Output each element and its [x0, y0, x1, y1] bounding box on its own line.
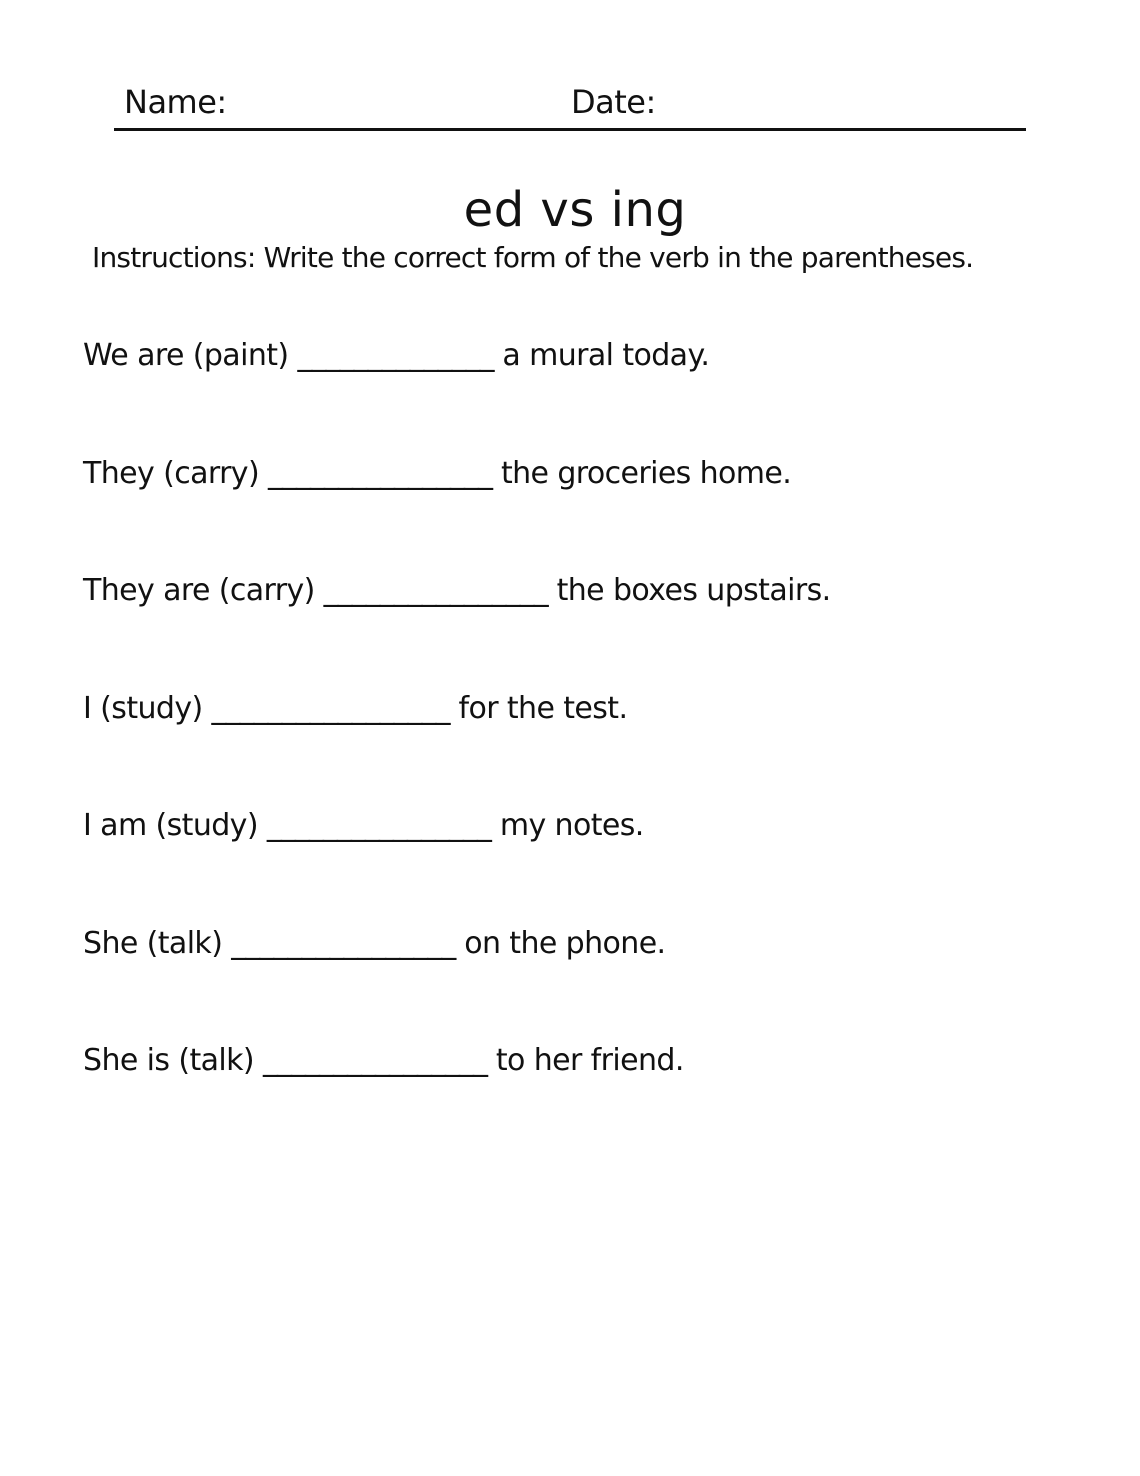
- answer-blank: ________________: [268, 455, 493, 491]
- question-4: [83, 689, 831, 807]
- answer-blank: _________________: [211, 690, 450, 726]
- question-ending: on the phone.: [464, 925, 666, 961]
- date-label: Date:: [571, 83, 656, 121]
- question-prompt: She is (talk): [83, 1043, 255, 1078]
- question-prompt: I am (study): [83, 808, 258, 843]
- question-prompt: I (study): [83, 690, 203, 726]
- worksheet-title: ed vs ing: [463, 182, 687, 239]
- answer-blank: ________________: [323, 573, 548, 608]
- question-1: [83, 336, 831, 454]
- question-prompt: They are (carry): [83, 573, 315, 608]
- name-label: Name:: [124, 83, 227, 121]
- question-5: [83, 806, 831, 924]
- question-ending: the groceries home.: [500, 455, 792, 491]
- answer-blank: ________________: [266, 808, 491, 843]
- question-prompt: They (carry): [83, 455, 260, 491]
- answer-blank: ________________: [262, 1043, 487, 1078]
- question-list: [83, 336, 831, 1159]
- question-prompt: She (talk): [83, 925, 223, 961]
- answer-blank: ________________: [231, 925, 456, 961]
- question-prompt: We are (paint): [83, 338, 289, 373]
- question-ending: the boxes upstairs.: [556, 573, 831, 608]
- question-6: [83, 924, 831, 1042]
- question-ending: for the test.: [458, 690, 628, 726]
- instructions-text: Instructions: Write the correct form of the verb in the parentheses.: [92, 241, 974, 274]
- answer-blank: ______________: [297, 338, 494, 373]
- question-ending: to her friend.: [495, 1043, 684, 1078]
- question-ending: a mural today.: [502, 338, 710, 373]
- question-7: [83, 1041, 831, 1159]
- question-3: [83, 571, 831, 689]
- question-2: [83, 454, 831, 572]
- question-ending: my notes.: [499, 808, 644, 843]
- name-date-header: [114, 78, 1026, 131]
